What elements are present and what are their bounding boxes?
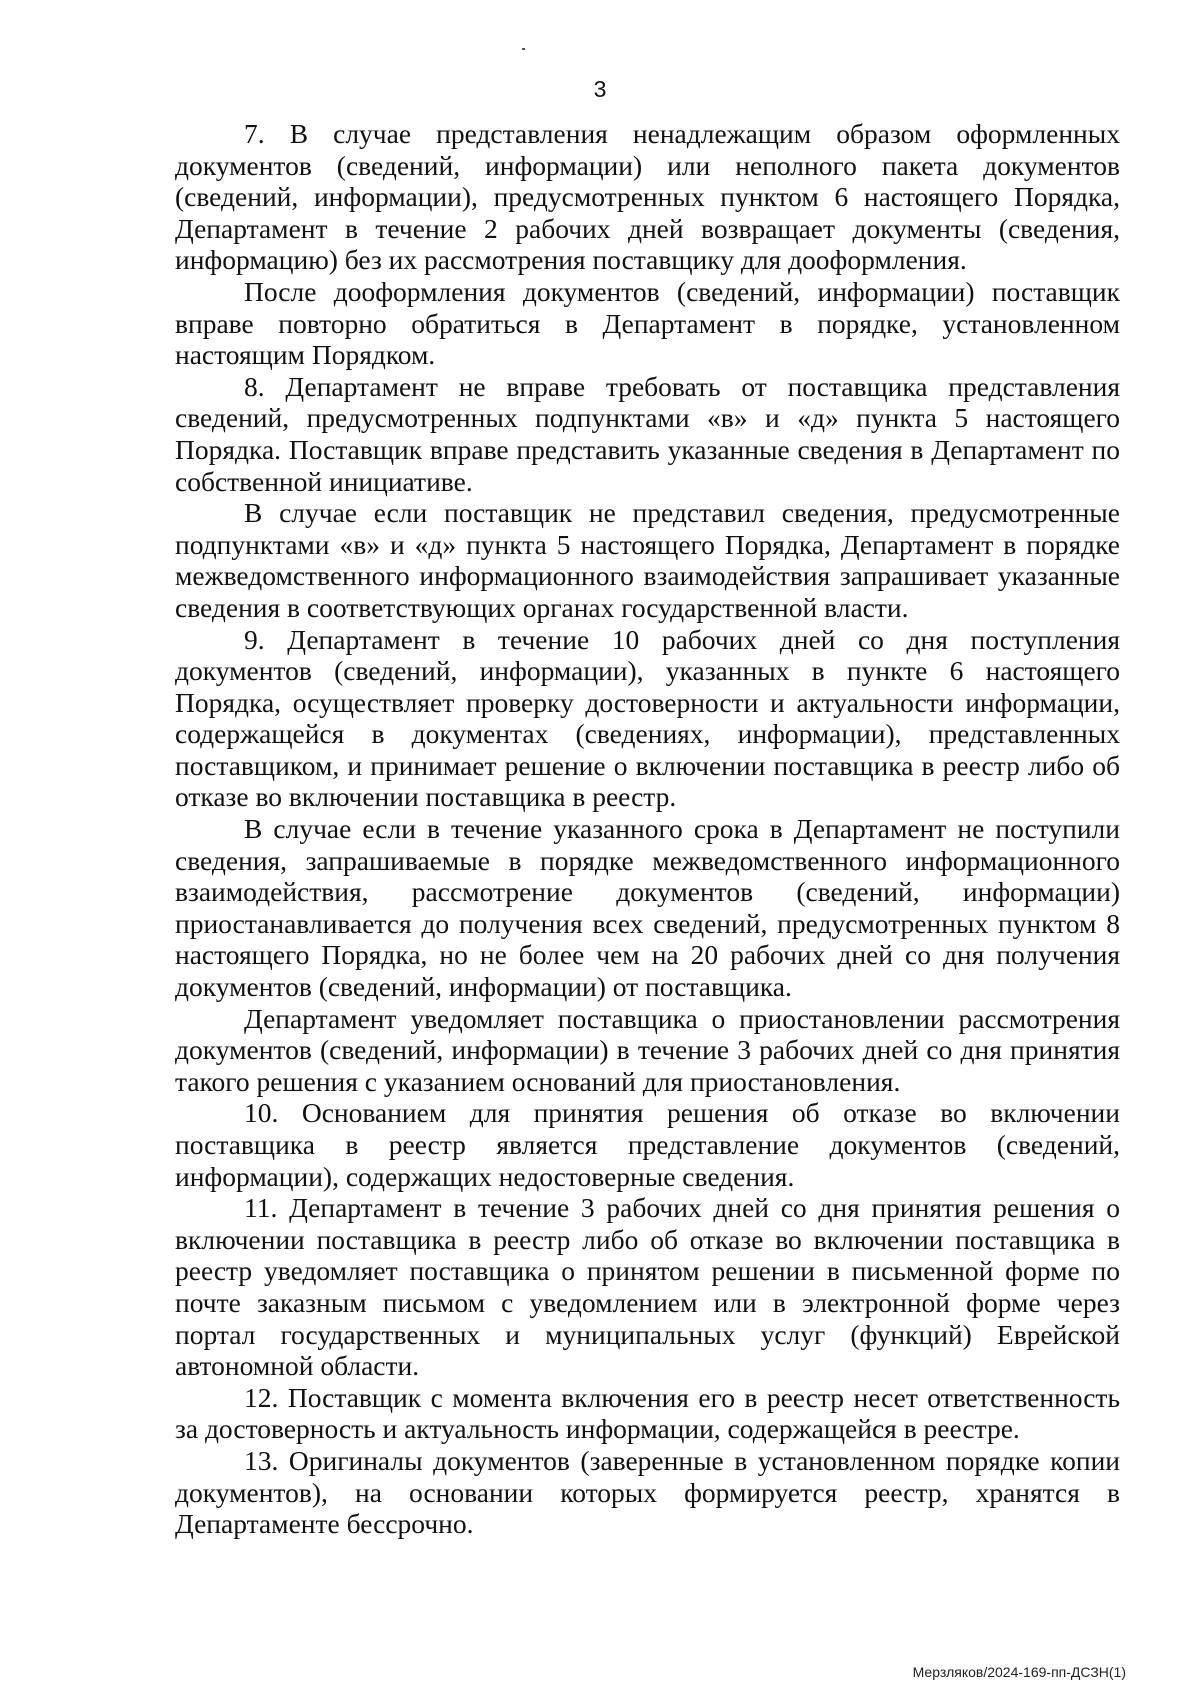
paragraph-7: 7. В случае представления ненадлежащим образом оформленных документов (сведений, информации) или неполного пакета документов (сведений, информации), предусмотренных пунктом 6 настоящего Порядка, Департамент в течение 2 рабочих дней возвращает документы (сведения, информацию) без их рассмотрения поставщику для дооформления. bbox=[175, 118, 1120, 276]
paragraph-13: 13. Оригиналы документов (заверенные в установленном порядке копии документов), на основании которых формируется реестр, хранятся в Департаменте бессрочно. bbox=[175, 1444, 1120, 1540]
paragraph-7-continuation: После дооформления документов (сведений, информации) поставщик вправе повторно обратиться в Департамент в порядке, установленном настоящим Порядком. bbox=[175, 275, 1120, 371]
paragraph-8: 8. Департамент не вправе требовать от поставщика представления сведений, предусмотренных подпунктами «в» и «д» пункта 5 настоящего Порядка. Поставщик вправе представить указанные сведения в Департамент по собственной инициативе. bbox=[175, 370, 1120, 497]
document-body bbox=[175, 118, 1120, 1540]
paragraph-9-continuation-2: Департамент уведомляет поставщика о приостановлении рассмотрения документов (сведений, информации) в течение 3 рабочих дней со дня принятия такого решения с указанием оснований для приостановления. bbox=[175, 1002, 1120, 1097]
paragraph-10: 10. Основанием для принятия решения об отказе во включении поставщика в реестр является представление документов (сведений, информации), содержащих недостоверные сведения. bbox=[175, 1097, 1120, 1192]
paragraph-8-continuation: В случае если поставщик не представил сведения, предусмотренные подпунктами «в» и «д» пункта 5 настоящего Порядка, Департамент в порядке межведомственного информационного взаимодействия запрашивает указанные сведения в соответствующих органах государственной власти. bbox=[175, 497, 1120, 623]
paragraph-9-continuation-1: В случае если в течение указанного срока в Департамент не поступили сведения, запрашиваемые в порядке межведомственного информационного взаимодействия, рассмотрение документов (сведений, информации) приостанавливается до получения всех сведений, предусмотренных пунктом 8 настоящего Порядка, но не более чем на 20 рабочих дней со дня получения документов (сведений, информации) от поставщика. bbox=[175, 813, 1120, 1003]
paragraph-9: 9. Департамент в течение 10 рабочих дней со дня поступления документов (сведений, информации), указанных в пункте 6 настоящего Порядка, осуществляет проверку достоверности и актуальности информации, содержащейся в документах (сведениях, информации), представленных поставщиком, и принимает решение о включении поставщика в реестр либо об отказе во включении поставщика в реестр. bbox=[175, 623, 1120, 813]
paragraph-12: 12. Поставщик с момента включения его в реестр несет ответственность за достоверность и актуальность информации, содержащейся в реестре. bbox=[175, 1381, 1120, 1445]
paragraph-11: 11. Департамент в течение 3 рабочих дней со дня принятия решения о включении поставщика в реестр либо об отказе во включении поставщика в реестр уведомляет поставщика о принятом решении в письменной форме по почте заказным письмом с уведомлением или в электронной форме через портал государственных и муниципальных услуг (функций) Еврейской автономной области. bbox=[175, 1192, 1120, 1382]
document-registration-code: Мерзляков/2024-169-пп-ДСЗН(1) bbox=[912, 1664, 1126, 1680]
scan-mark bbox=[522, 48, 525, 50]
page-number: 3 bbox=[593, 76, 607, 102]
